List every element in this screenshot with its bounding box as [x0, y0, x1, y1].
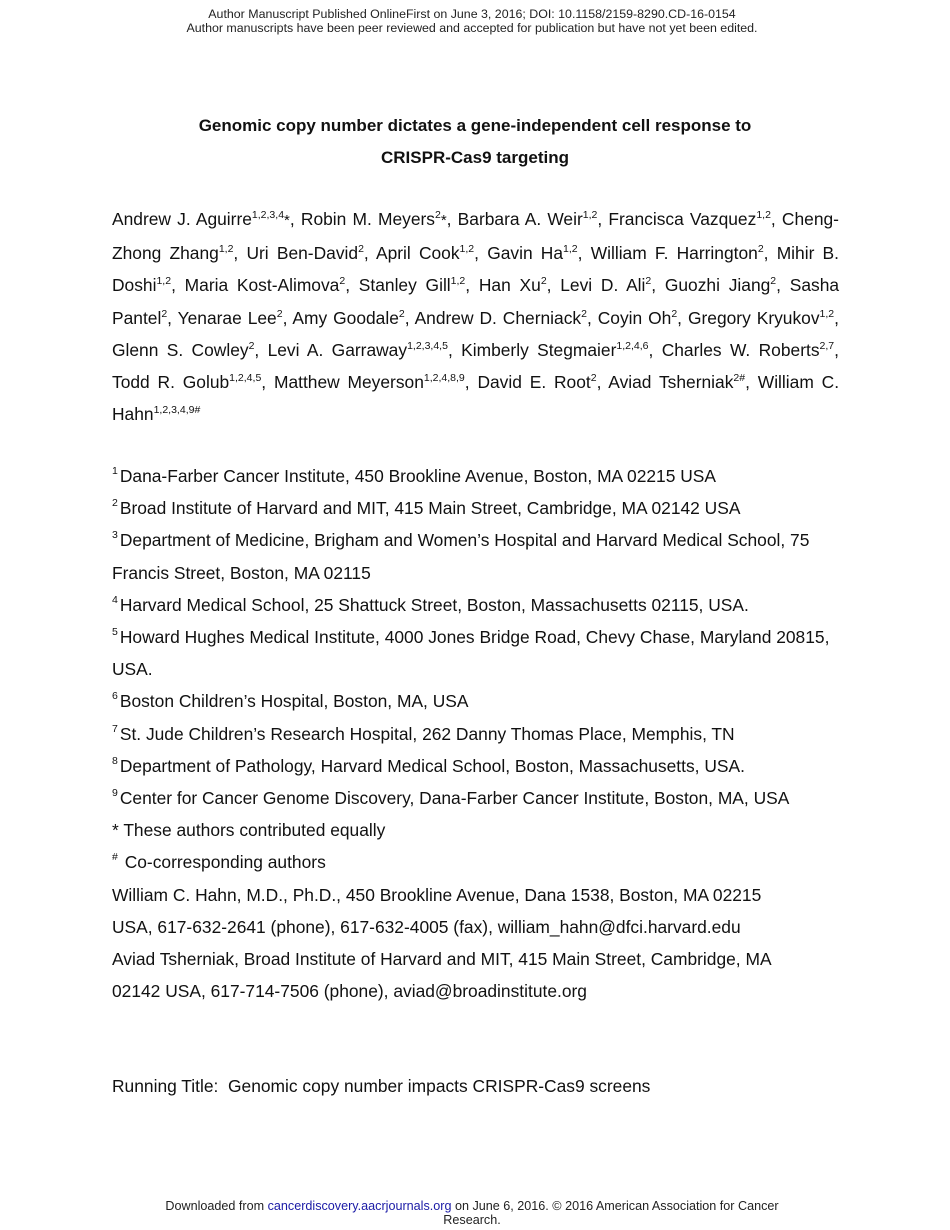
author-affiliation-sup: 2 — [770, 275, 777, 288]
running-title-text: Genomic copy number impacts CRISPR-Cas9 screens — [228, 1076, 651, 1096]
author-affiliation-sup: 1,2 — [450, 275, 466, 288]
author — [268, 340, 448, 360]
equal-contribution-star: * — [440, 212, 447, 229]
affiliation-number: 2 — [112, 497, 118, 510]
author-name: Amy Goodale — [292, 307, 399, 328]
running-title-label: Running Title: — [112, 1076, 219, 1096]
affiliation-list — [112, 460, 852, 814]
author — [477, 372, 596, 392]
author — [246, 243, 363, 263]
affiliation-number: 5 — [112, 626, 118, 639]
author-name: Maria Kost-Alimova — [184, 275, 340, 296]
author-affiliation-sup: 1,2 — [563, 243, 578, 256]
author — [112, 209, 290, 229]
author — [274, 372, 465, 392]
affiliation-item — [112, 524, 852, 588]
author-affiliation-sup: 2 — [398, 307, 405, 320]
author — [560, 275, 651, 295]
author-affiliation-sup: 1,2 — [756, 209, 771, 221]
author — [112, 340, 254, 360]
author-affiliation-sup: 2 — [581, 307, 587, 320]
author — [487, 243, 577, 263]
affiliation-item — [112, 718, 852, 750]
author-affiliation-sup: 2 — [248, 339, 255, 352]
affiliation-text: Center for Cancer Genome Discovery, Dana-Farber Cancer Institute, Boston, MA, USA — [119, 788, 790, 809]
footer-suffix: on June 6, 2016. © 2016 American Association for Cancer — [454, 1199, 779, 1213]
author-name: Kimberly Stegmaier — [461, 339, 617, 360]
correspondence-hahn — [112, 879, 852, 943]
author-name: Guozhi Jiang — [664, 275, 771, 296]
author-affiliation-sup: 2 — [540, 275, 547, 288]
author-name: Andrew D. Cherniack — [414, 307, 582, 328]
author — [608, 209, 771, 229]
author-name: April Cook — [375, 243, 460, 264]
author-name: Aviad Tsherniak — [608, 372, 734, 393]
author-name: Levi A. Garraway — [267, 339, 408, 360]
journal-link[interactable]: cancerdiscovery.aacrjournals.org — [267, 1199, 452, 1213]
affiliation-item — [112, 492, 852, 524]
title-line-1: Genomic copy number dictates a gene-independent cell response to — [198, 116, 752, 135]
correspondence-tsherniak — [112, 943, 852, 1007]
author-affiliation-sup: 1,2,3,4,5 — [407, 339, 448, 352]
author-affiliation-sup: 2 — [339, 275, 346, 288]
affiliation-item — [112, 685, 852, 717]
author-affiliation-sup: 2 — [590, 372, 597, 385]
equal-contribution-star: * — [284, 212, 290, 229]
download-footer — [0, 1199, 944, 1227]
author-affiliation-sup: 1,2,4,8,9 — [423, 372, 465, 385]
author-name: Uri Ben-David — [246, 243, 359, 264]
author — [178, 308, 283, 328]
author-name: Coyin Oh — [597, 307, 672, 328]
author-name: William C. Hahn — [112, 372, 840, 425]
equal-contribution-note — [112, 814, 852, 846]
affiliation-item — [112, 782, 852, 814]
author-list: Andrew J. Aguirre$^{1,2,3,4}$*, Robin M. Meyers$^2$*, Barbara A. Weir$^{1,2}$, Francisca Vazquez$^{1,2}$, Cheng-Zhong Zhang$^{1,2}$, Uri Ben-David$^2$, April Cook$^{1,2}$, Gavin Ha$^{1,2}$, William F. Harrington$^2$, Mihir B. Doshi$^{1,2}$, Maria Kost-Alimova$^2$, Stanley Gill$^{1,2}$, Han Xu$^2$, Levi D. Ali$^2$, Guozhi Jiang$^2$, Sasha Pantel$^2$, Yenarae Lee$^2$, Amy Goodale$^2$, Andrew D. Cherniack$^2$, Coyin Oh$^2$, Gregory Kryukov$^{1,2}$, Glenn S. Cowley$^2$, Levi A. Garraway$^{1,2,3,4,5}$, Kimberly Stegmaier$^{1,2,4,6}$, Charles W. Roberts$^{2,7}$, Todd R. Golub$^{1,2,4,5}$, Matthew Meyerson$^{1,2,4,8,9}$, David E. Root$^2$, Aviad Tsherniak$^{2\#}$, William C. Hahn$^{1,2,3,4,9\#}$ — [112, 209, 840, 425]
author-affiliation-sup: 2 — [434, 209, 441, 221]
author — [688, 308, 834, 328]
co-corresponding-text: Co-corresponding authors — [124, 852, 326, 873]
affiliation-text: Dana-Farber Cancer Institute, 450 Brookline Avenue, Boston, MA 02215 USA — [119, 466, 716, 486]
affiliation-item — [112, 460, 852, 492]
author-name: Matthew Meyerson — [273, 372, 424, 393]
author-name: Yenarae Lee — [177, 307, 277, 328]
author — [598, 308, 677, 328]
affiliation-item — [112, 621, 852, 685]
paper-title — [0, 110, 950, 174]
affiliation-number: 8 — [112, 754, 118, 767]
author-affiliation-sup: 1,2 — [582, 209, 598, 221]
correspondence-hahn-line-2: USA, 617-632-2641 (phone), 617-632-4005 (fax), william_hahn@dfci.harvard.edu — [112, 916, 741, 937]
author — [461, 340, 648, 360]
equal-contribution-text: These authors contributed equally — [123, 820, 386, 841]
footer-line-2: Research. — [443, 1213, 501, 1227]
author-affiliation-sup: 1,2,4,6 — [616, 339, 649, 352]
author-name: Stanley Gill — [358, 275, 451, 296]
title-line-2: CRISPR-Cas9 targeting — [381, 148, 569, 167]
author-name: William F. Harrington — [590, 243, 758, 264]
author-affiliation-sup: 1,2 — [156, 275, 172, 288]
author-affiliation-sup: 2 — [671, 307, 678, 320]
author-affiliation-sup: 2 — [276, 307, 283, 320]
correspondence-hahn-line-1: William C. Hahn, M.D., Ph.D., 450 Brookline Avenue, Dana 1538, Boston, MA 02215 — [112, 884, 762, 905]
author-name: Han Xu — [478, 275, 541, 296]
affiliation-number: 1 — [112, 465, 118, 477]
header-line-2: Author manuscripts have been peer reviewed and accepted for publication but have not yet been edited. — [186, 21, 758, 35]
author-name: David E. Root — [477, 372, 591, 393]
author — [292, 308, 404, 328]
equal-contribution-mark: * — [112, 820, 119, 841]
author-affiliation-sup: 2 — [645, 275, 652, 288]
author-affiliation-sup: 1,2 — [819, 307, 835, 320]
footer-line-1 — [0, 1199, 944, 1213]
author-name: Glenn S. Cowley — [112, 339, 249, 360]
author-name: Sasha Pantel — [112, 275, 840, 328]
author — [665, 275, 776, 295]
author-affiliation-sup: 1,2,3,4 — [251, 209, 285, 221]
co-corresponding-mark: # — [112, 851, 118, 864]
affiliation-number: 9 — [112, 787, 118, 800]
author — [376, 243, 474, 263]
affiliation-text: Department of Pathology, Harvard Medical School, Boston, Massachusetts, USA. — [119, 755, 745, 776]
affiliations-section — [112, 460, 852, 1007]
author — [112, 372, 261, 392]
author — [662, 340, 834, 360]
affiliation-number: 4 — [112, 593, 118, 606]
author-name: Charles W. Roberts — [661, 339, 820, 360]
affiliation-item — [112, 589, 852, 621]
running-title — [112, 1070, 852, 1102]
author-affiliation-sup: 1,2,3,4,9# — [153, 404, 201, 417]
affiliation-number: 3 — [112, 529, 118, 542]
affiliation-number: 7 — [112, 722, 118, 735]
author-affiliation-sup: 1,2,4,5 — [229, 372, 262, 385]
author — [458, 209, 598, 229]
author — [415, 308, 587, 328]
affiliation-text: St. Jude Children’s Research Hospital, 262 Danny Thomas Place, Memphis, TN — [119, 723, 735, 744]
author-affiliation-sup: 2 — [358, 243, 364, 256]
correspondence-tsherniak-line-1: Aviad Tsherniak, Broad Institute of Harvard and MIT, 415 Main Street, Cambridge, MA — [112, 949, 772, 970]
author — [591, 243, 764, 263]
author-name: Barbara A. Weir — [457, 209, 583, 229]
affiliation-text: Howard Hughes Medical Institute, 4000 Jones Bridge Road, Chevy Chase, Maryland 20815, USA. — [112, 627, 830, 680]
author — [185, 275, 346, 295]
manuscript-header — [0, 7, 944, 35]
author-name: Robin M. Meyers — [300, 209, 435, 229]
author-name: Gavin Ha — [487, 243, 564, 264]
author-name: Mihir B. Doshi — [112, 243, 839, 296]
correspondence-tsherniak-line-2: 02142 USA, 617-714-7506 (phone), aviad@broadinstitute.org — [112, 981, 587, 1002]
author-name: Cheng-Zhong Zhang — [112, 209, 839, 264]
affiliation-text: Department of Medicine, Brigham and Women’s Hospital and Harvard Medical School, 75 Francis Street, Boston, MA 02115 — [112, 530, 810, 583]
co-corresponding-note — [112, 846, 852, 878]
affiliation-item — [112, 750, 852, 782]
author-name: Gregory Kryukov — [687, 307, 820, 328]
author — [608, 372, 745, 392]
author-affiliation-sup: 2 — [757, 243, 764, 256]
affiliation-number: 6 — [112, 690, 118, 703]
author-name: Andrew J. Aguirre — [112, 209, 252, 229]
author-affiliation-sup: 2 — [161, 307, 168, 320]
author — [301, 209, 447, 229]
author-affiliation-sup: 2# — [733, 372, 746, 385]
author-affiliation-sup: 2,7 — [819, 339, 835, 352]
affiliation-text: Harvard Medical School, 25 Shattuck Street, Boston, Massachusetts 02115, USA. — [119, 594, 749, 615]
author-affiliation-sup: 1,2 — [218, 243, 234, 256]
author-name: Levi D. Ali — [560, 275, 646, 296]
author-affiliation-sup: 1,2 — [459, 243, 475, 256]
author-name: Todd R. Golub — [112, 372, 230, 393]
affiliation-text: Broad Institute of Harvard and MIT, 415 Main Street, Cambridge, MA 02142 USA — [119, 498, 741, 519]
author — [359, 275, 465, 295]
header-line-1: Author Manuscript Published OnlineFirst on June 3, 2016; DOI: 10.1158/2159-8290.CD-16-0154 — [208, 7, 736, 21]
footer-prefix: Downloaded from — [165, 1199, 265, 1213]
affiliation-text: Boston Children’s Hospital, Boston, MA, USA — [119, 691, 469, 712]
author — [479, 275, 547, 295]
author-name: Francisca Vazquez — [608, 209, 757, 229]
